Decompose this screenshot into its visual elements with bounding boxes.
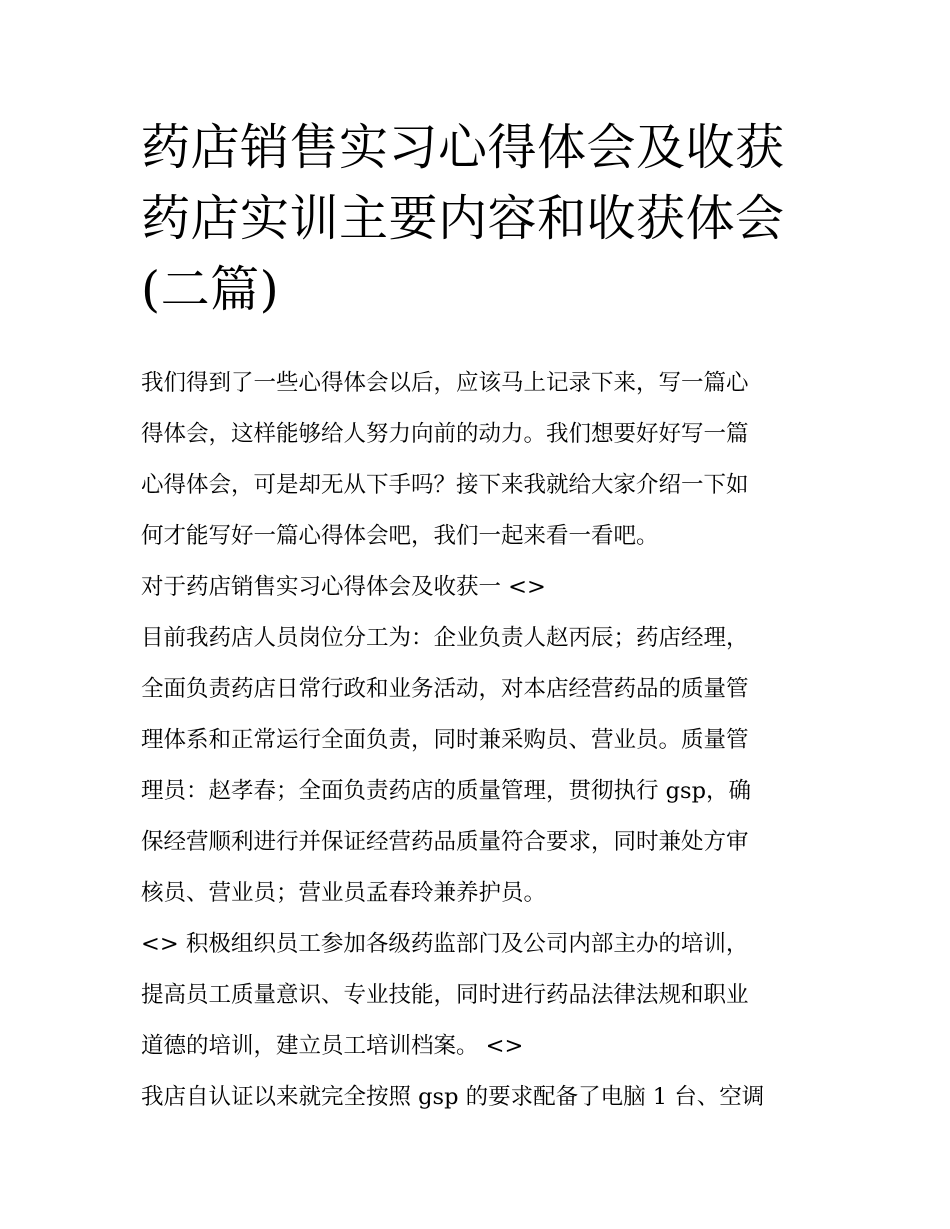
text-line: 得体会，这样能够给人努力向前的动力。我们想要好好写一篇 xyxy=(141,421,749,447)
paragraph-intro xyxy=(141,358,831,562)
page-title xyxy=(141,112,821,325)
text-line: 我们得到了一些心得体会以后，应该马上记录下来，写一篇心 xyxy=(141,370,749,396)
title-line-3: (二篇) xyxy=(141,261,280,318)
text-line: <> 积极组织员工参加各级药监部门及公司内部主办的培训， xyxy=(141,931,749,957)
paragraph-equipment xyxy=(141,1072,831,1123)
text-line: 道德的培训，建立员工培训档案。 <> xyxy=(141,1033,524,1059)
paragraph-staffing xyxy=(141,613,831,919)
text-line: 保经营顺利进行并保证经营药品质量符合要求，同时兼处方审 xyxy=(141,829,749,855)
text-line: 核员、营业员；营业员孟春玲兼养护员。 xyxy=(141,880,547,906)
text-line: 何才能写好一篇心得体会吧，我们一起来看一看吧。 xyxy=(141,523,659,549)
text-line: 全面负责药店日常行政和业务活动，对本店经营药品的质量管 xyxy=(141,676,749,702)
text-line: 我店自认证以来就完全按照 gsp 的要求配备了电脑 1 台、空调 xyxy=(141,1084,765,1110)
text-line: 对于药店销售实习心得体会及收获一 <> xyxy=(141,574,546,600)
text-line: 心得体会，可是却无从下手吗？接下来我就给大家介绍一下如 xyxy=(141,472,749,498)
document-body xyxy=(141,358,831,1123)
title-line-2: 药店实训主要内容和收获体会 xyxy=(141,190,785,247)
title-line-1: 药店销售实习心得体会及收获 xyxy=(141,119,785,176)
text-line: 理体系和正常运行全面负责，同时兼采购员、营业员。质量管 xyxy=(141,727,749,753)
text-line: 理员：赵孝春；全面负责药店的质量管理，贯彻执行 gsp，确 xyxy=(141,778,752,804)
text-line: 目前我药店人员岗位分工为：企业负责人赵丙辰；药店经理， xyxy=(141,625,749,651)
text-line: 提高员工质量意识、专业技能，同时进行药品法律法规和职业 xyxy=(141,982,749,1008)
paragraph-section-heading xyxy=(141,562,831,613)
paragraph-training xyxy=(141,919,831,1072)
